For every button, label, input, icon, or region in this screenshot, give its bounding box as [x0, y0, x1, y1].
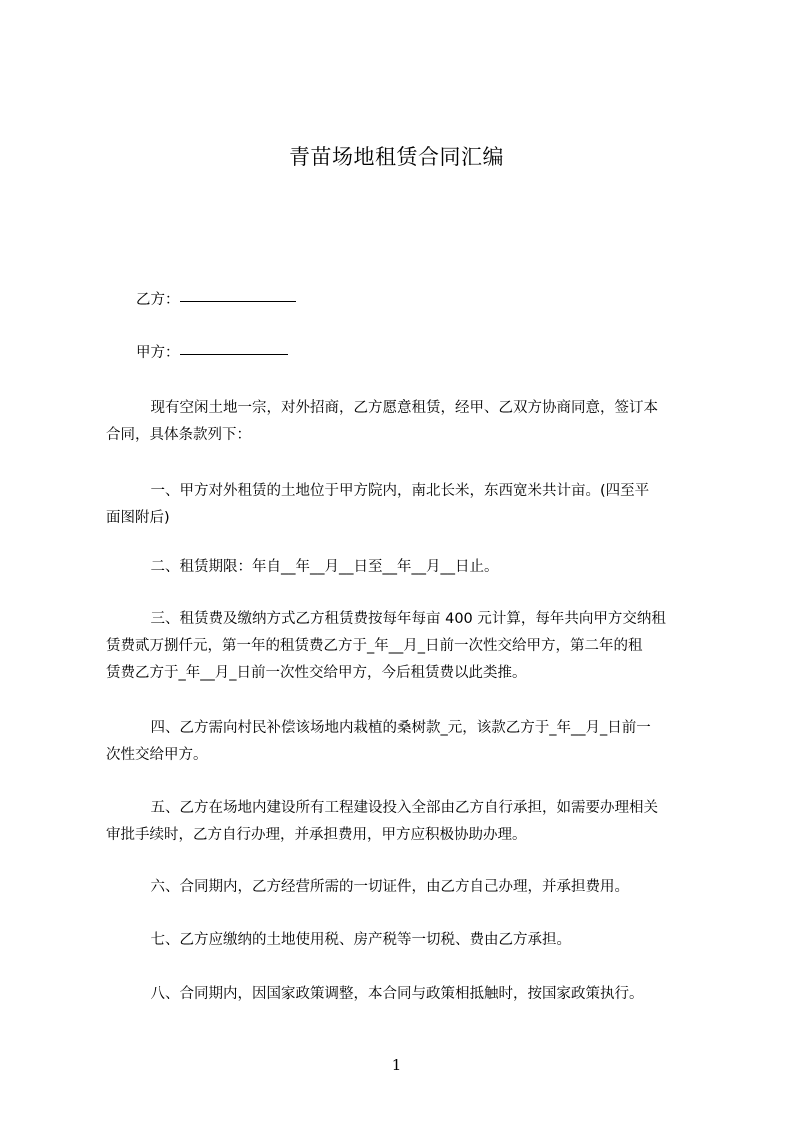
clause-1 — [106, 478, 706, 532]
party-a-blank — [180, 340, 288, 355]
paragraph-line: 现有空闲土地一宗，对外招商，乙方愿意租赁，经甲、乙双方协商同意，签订本 — [136, 400, 658, 416]
paragraph-intro — [106, 395, 706, 449]
paragraph-line: 六、合同期内，乙方经营所需的一切证件，由乙方自己办理，并承担费用。 — [136, 879, 629, 895]
paragraph-line: 四、乙方需向村民补偿该场地内栽植的桑树款_元，该款乙方于_年__月_日前一 — [136, 720, 651, 736]
clause-5 — [106, 795, 706, 849]
party-b-blank — [180, 287, 296, 302]
clause-7 — [106, 927, 706, 954]
paragraph-line: 三、租赁费及缴纳方式乙方租赁费按每年每亩 400 元计算，每年共向甲方交纳租 — [136, 611, 666, 627]
paragraph-line: 赁费贰万捌仟元，第一年的租赁费乙方于_年__月_日前一次性交给甲方，第二年的租 — [106, 638, 643, 654]
party-b-label: 乙方： — [136, 292, 180, 308]
paragraph-line: 次性交给甲方。 — [106, 747, 208, 763]
paragraph-line: 一、甲方对外租赁的土地位于甲方院内，南北长米，东西宽米共计亩。(四至平 — [136, 483, 650, 499]
paragraph-line: 二、租赁期限：年自__年__月__日至__年__月__日止。 — [136, 559, 499, 575]
clause-6 — [106, 874, 706, 901]
party-a-label: 甲方： — [136, 345, 180, 361]
paragraph-line: 审批手续时，乙方自行办理，并承担费用，甲方应积极协助办理。 — [106, 827, 527, 843]
paragraph-line: 五、乙方在场地内建设所有工程建设投入全部由乙方自行承担，如需要办理相关 — [136, 800, 658, 816]
paragraph-line: 七、乙方应缴纳的土地使用税、房产税等一切税、费由乙方承担。 — [136, 932, 571, 948]
paragraph-line: 赁费乙方于_年__月_日前一次性交给甲方，今后租赁费以此类推。 — [106, 665, 527, 681]
party-b-field — [136, 287, 296, 314]
paragraph-line: 合同，具体条款列下： — [106, 427, 251, 443]
page-number: 1 — [391, 1056, 402, 1074]
paragraph-line: 面图附后) — [106, 510, 170, 526]
document-title: 青苗场地租赁合同汇编 — [289, 145, 504, 169]
clause-4 — [106, 715, 706, 769]
clause-8 — [106, 981, 706, 1008]
party-a-field — [136, 340, 288, 367]
clause-3 — [106, 606, 706, 687]
clause-2 — [106, 554, 706, 581]
paragraph-line: 八、合同期内，因国家政策调整，本合同与政策相抵触时，按国家政策执行。 — [136, 986, 644, 1002]
